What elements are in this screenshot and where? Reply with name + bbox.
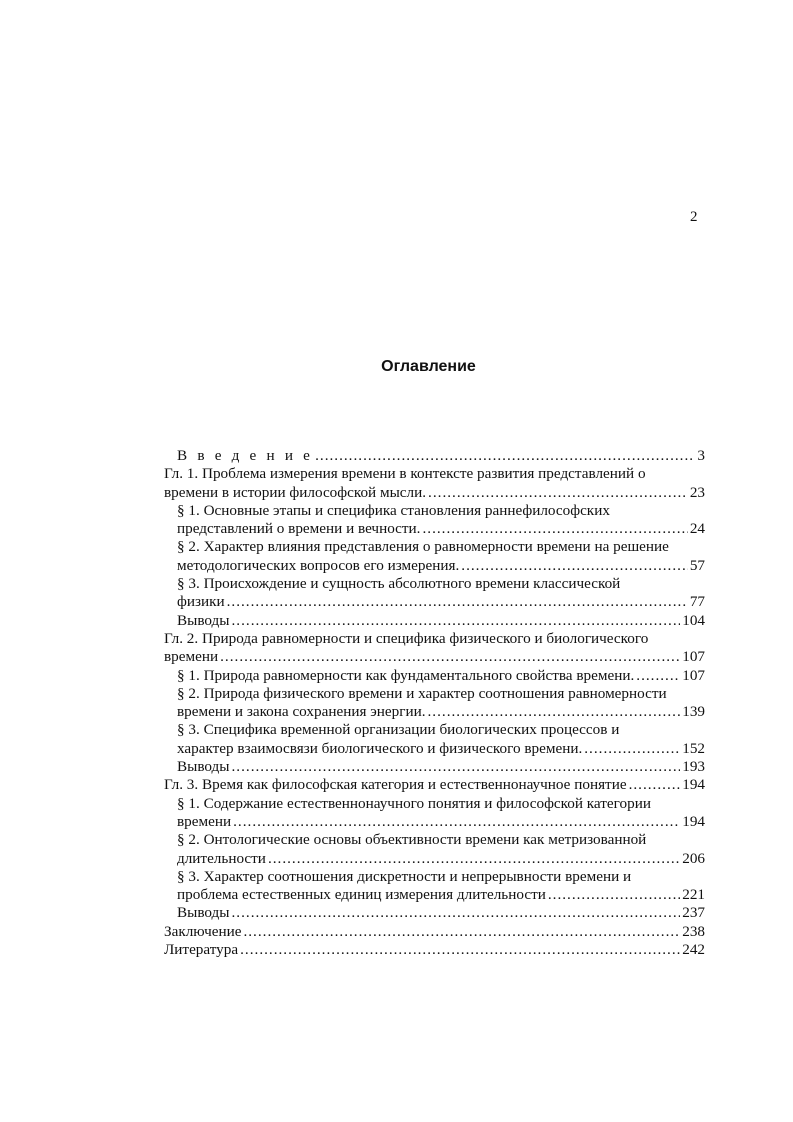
toc-page-number: 206: [682, 849, 705, 867]
toc-entry-text: § 3. Происхождение и сущность абсолютного времени классической: [177, 575, 621, 593]
toc-entry-text: В в е д е н и е: [177, 447, 314, 464]
toc-entry-text: Гл. 2. Природа равномерности и специфика физического и биологического: [164, 629, 649, 647]
toc-page-number: 107: [682, 648, 705, 666]
toc-entry-ch2-s1[interactable]: [164, 667, 705, 685]
toc-page-number: 194: [682, 776, 705, 794]
dot-leader: [428, 703, 681, 721]
toc-page-number: 221: [682, 886, 705, 904]
toc-entry-ch3-conc[interactable]: [164, 904, 705, 922]
toc-entry-text: § 1. Основные этапы и специфика становления раннефилософских: [177, 501, 610, 519]
toc-entry-text: Выводы: [177, 611, 230, 629]
toc-entry-text: § 2. Характер влияния представления о равномерности времени на решение: [177, 538, 669, 556]
toc-page-number: 107: [682, 666, 705, 684]
toc-entry-text: времени и закона сохранения энергии.: [177, 703, 426, 721]
dot-leader: [233, 813, 680, 831]
toc-entry-ch2[interactable]: [164, 630, 705, 667]
toc-page-number: 139: [682, 703, 705, 721]
toc-page-number: 193: [682, 758, 705, 776]
toc-page-number: 194: [682, 812, 705, 830]
toc-entry-text: проблема естественных единиц измерения длительности: [177, 886, 546, 904]
toc-entry-ch1-s3[interactable]: [164, 575, 705, 612]
dot-leader: [636, 667, 680, 685]
dot-leader: [422, 520, 687, 538]
page-number: 2: [690, 209, 698, 225]
toc-entry-text: § 1. Природа равномерности как фундаментального свойства времени.: [177, 666, 635, 684]
toc-entry-text: Гл. 3. Время как философская категория и естественнонаучное понятие: [164, 776, 627, 794]
toc-entry-text: Гл. 1. Проблема измерения времени в контексте развития представлений о: [164, 465, 646, 483]
toc-page-number: 238: [682, 922, 705, 940]
toc-page-number: 24: [689, 520, 705, 538]
dot-leader: [232, 904, 681, 922]
toc-entry-text: длительности: [177, 849, 266, 867]
toc-entry-conclusion[interactable]: [164, 923, 705, 941]
toc-entry-text: § 3. Характер соотношения дискретности и непрерывности времени и: [177, 867, 632, 885]
toc-page-number: 3: [697, 447, 705, 464]
dot-leader: [232, 612, 681, 630]
dot-leader: [268, 850, 680, 868]
toc-entry-ch2-s2[interactable]: [164, 685, 705, 722]
toc-entry-ch1-s2[interactable]: [164, 538, 705, 575]
dot-leader: [428, 484, 688, 502]
toc-entry-text: времени: [164, 648, 219, 666]
toc-entry-text: § 1. Содержание естественнонаучного понятия и философской категории: [177, 794, 651, 812]
dot-leader: [220, 648, 680, 666]
dot-leader: [548, 886, 680, 904]
dot-leader: [227, 593, 688, 611]
dot-leader: [315, 447, 695, 465]
toc-entry-text: времени: [177, 812, 232, 830]
toc-page-number: 104: [682, 611, 705, 629]
toc-entry-ch1[interactable]: [164, 465, 705, 502]
toc-entry-text: характер взаимосвязи биологического и физического времени.: [177, 739, 583, 757]
dot-leader: [240, 941, 680, 959]
toc-entry-ch2-conc[interactable]: [164, 758, 705, 776]
dot-leader: [461, 557, 688, 575]
toc-entry-text: представлений о времени и вечности.: [177, 520, 421, 538]
toc-entry-ch3-s3[interactable]: [164, 868, 705, 905]
toc-entry-text: § 2. Природа физического времени и характер соотношения равномерности: [177, 684, 667, 702]
toc-entry-ch3[interactable]: [164, 776, 705, 794]
dot-leader: [243, 923, 680, 941]
toc-page-number: 242: [682, 941, 705, 959]
toc-entry-text: § 3. Специфика временной организации биологических процессов и: [177, 721, 620, 739]
toc-entry-text: Заключение: [164, 922, 242, 940]
toc-entry-ch1-s1[interactable]: [164, 502, 705, 539]
toc-entry-text: физики: [177, 593, 225, 611]
toc-entry-ch1-conc[interactable]: [164, 612, 705, 630]
toc-entry-ch3-s1[interactable]: [164, 795, 705, 832]
dot-leader: [584, 740, 680, 758]
toc-page-number: 57: [689, 556, 705, 574]
toc-entry-text: методологических вопросов его измерения.: [177, 556, 460, 574]
toc-entry-text: времени в истории философской мысли.: [164, 483, 427, 501]
toc-page-number: 152: [682, 739, 705, 757]
toc-entry-ch2-s3[interactable]: [164, 721, 705, 758]
toc-entry-text: § 2. Онтологические основы объективности времени как метризованной: [177, 831, 647, 849]
toc-entry-text: Выводы: [177, 758, 230, 776]
toc-entry-literature[interactable]: [164, 941, 705, 959]
toc-entry-text: Выводы: [177, 904, 230, 922]
table-of-contents: [164, 447, 705, 959]
toc-entry-text: Литература: [164, 941, 239, 959]
toc-entry-ch3-s2[interactable]: [164, 831, 705, 868]
toc-entry-intro[interactable]: [164, 447, 705, 465]
toc-page-number: 23: [689, 483, 705, 501]
toc-page-number: 237: [682, 904, 705, 922]
dot-leader: [629, 776, 681, 794]
dot-leader: [232, 758, 681, 776]
toc-page-number: 77: [689, 593, 705, 611]
page-title: Оглавление: [381, 358, 476, 375]
